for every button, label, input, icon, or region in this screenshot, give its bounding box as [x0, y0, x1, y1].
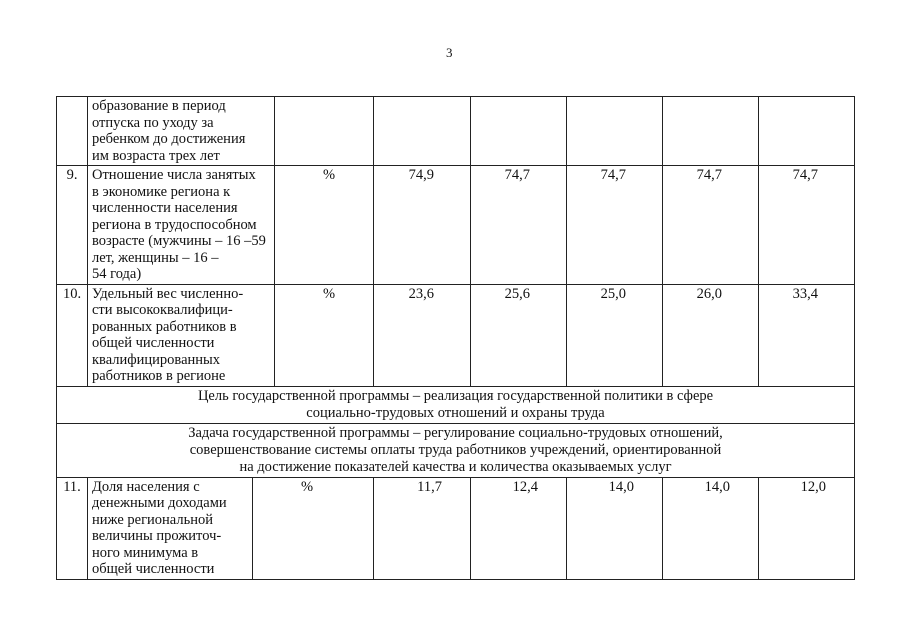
- indicator-name-cell: [88, 284, 275, 386]
- page-number: 3: [446, 45, 453, 60]
- unit-cell: %: [275, 284, 374, 386]
- indicator-line: сти высококвалифици-: [92, 302, 233, 318]
- value-cell: 14,0: [567, 477, 663, 579]
- section-line: на достижение показателей качества и количества оказываемых услуг: [239, 458, 672, 475]
- value-cell: 25,6: [471, 284, 567, 386]
- indicator-line: работников в регионе: [92, 368, 226, 384]
- value-cell: 26,0: [663, 284, 759, 386]
- value-cell: 14,0: [663, 477, 759, 579]
- indicator-line: им возраста трех лет: [92, 147, 220, 164]
- table-row-task: [57, 423, 855, 477]
- value-cell: 74,7: [759, 166, 855, 285]
- table-row-10: [57, 284, 855, 386]
- unit-cell: %: [253, 477, 374, 579]
- indicator-line: Отношение числа занятых: [92, 167, 256, 183]
- section-line: социально-трудовых отношений и охраны труда: [306, 404, 605, 421]
- indicators-table: [56, 96, 855, 580]
- value-cell: 74,7: [471, 166, 567, 285]
- table-row-continued: [57, 97, 855, 166]
- value-cell: 74,7: [567, 166, 663, 285]
- indicator-line: Удельный вес численно-: [92, 285, 244, 302]
- indicator-line: рованных работников в: [92, 318, 237, 335]
- value-cell: 33,4: [759, 284, 855, 386]
- value-cell: 12,0: [759, 477, 855, 579]
- value-cell: [759, 97, 855, 166]
- indicator-line: ного минимума в: [92, 544, 199, 561]
- indicator-line: лет, женщины – 16 –: [92, 249, 219, 266]
- indicator-line: денежными доходами: [92, 495, 227, 511]
- value-cell: [374, 97, 471, 166]
- row-number: 9.: [57, 166, 88, 285]
- indicator-line: ниже региональной: [92, 511, 213, 528]
- indicator-line: 54 года): [92, 266, 142, 282]
- value-cell: [663, 97, 759, 166]
- indicator-line: отпуска по уходу за: [92, 114, 214, 131]
- indicator-line: возрасте (мужчины – 16 –59: [92, 233, 266, 249]
- indicator-line: величины прожиточ-: [92, 528, 222, 544]
- indicator-line: численности населения: [92, 200, 238, 216]
- program-task-cell: [57, 423, 855, 477]
- section-line: совершенствование системы оплаты труда работников учреждений, ориентированной: [189, 441, 722, 458]
- indicator-line: образование в период: [92, 98, 226, 114]
- value-cell: [471, 97, 567, 166]
- indicator-name-cell: [88, 97, 275, 166]
- indicator-line: общей численности: [92, 335, 215, 351]
- indicator-line: в экономике региона к: [92, 183, 231, 200]
- indicator-line: ребенком до достижения: [92, 131, 246, 147]
- unit-cell: [275, 97, 374, 166]
- value-cell: 74,7: [663, 166, 759, 285]
- row-number: 11.: [57, 477, 88, 579]
- row-number: 10.: [57, 284, 88, 386]
- indicator-line: региона в трудоспособном: [92, 216, 257, 233]
- section-line: Цель государственной программы – реализация государственной политики в сфере: [197, 387, 714, 404]
- indicator-name-cell: [88, 166, 275, 285]
- table-row-9: [57, 166, 855, 285]
- section-line: Задача государственной программы – регулирование социально-трудовых отношений,: [188, 424, 723, 441]
- row-number-cell: [57, 97, 88, 166]
- value-cell: [567, 97, 663, 166]
- value-cell: 12,4: [471, 477, 567, 579]
- value-cell: 23,6: [374, 284, 471, 386]
- value-cell: 25,0: [567, 284, 663, 386]
- value-cell: 11,7: [374, 477, 471, 579]
- indicator-name-cell: [88, 477, 253, 579]
- indicator-line: Доля населения с: [92, 478, 200, 495]
- table-row-goal: [57, 386, 855, 423]
- indicator-line: квалифицированных: [92, 351, 221, 368]
- table-row-11: [57, 477, 855, 579]
- indicator-line: общей численности: [92, 561, 215, 577]
- unit-cell: %: [275, 166, 374, 285]
- program-goal-cell: [57, 386, 855, 423]
- value-cell: 74,9: [374, 166, 471, 285]
